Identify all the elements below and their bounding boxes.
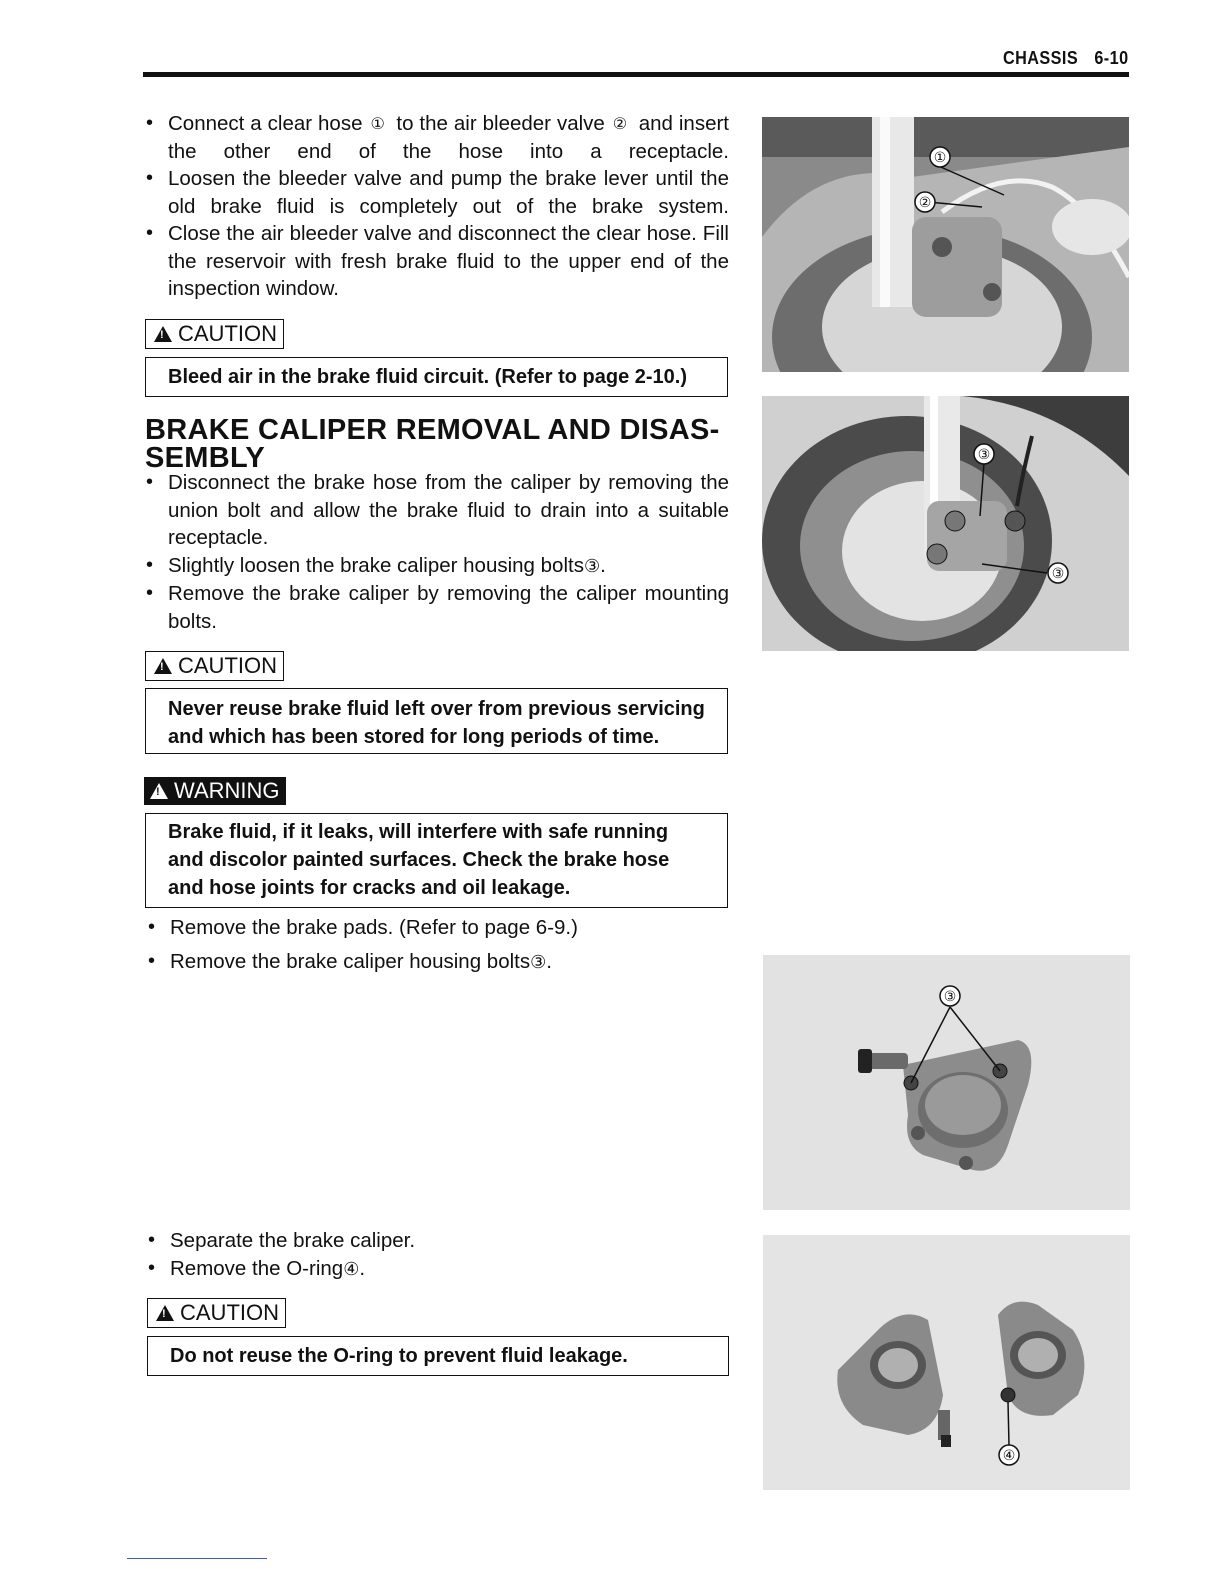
caution-box: Bleed air in the brake fluid circuit. (Refer to page 2-10.) xyxy=(145,357,728,397)
ref-marker: ③ xyxy=(530,951,547,972)
caution-label: !CAUTION xyxy=(145,319,284,349)
warning-label: !WARNING xyxy=(144,777,286,805)
caution-label: !CAUTION xyxy=(147,1298,286,1328)
disassembly-steps xyxy=(146,914,731,976)
svg-text:②: ② xyxy=(918,195,932,211)
section-heading: BRAKE CALIPER REMOVAL AND DISAS- SEMBLY xyxy=(145,414,720,474)
ref-marker: ② xyxy=(612,116,628,133)
svg-text:④: ④ xyxy=(1002,1448,1016,1464)
svg-text:③: ③ xyxy=(1051,566,1065,582)
svg-text:①: ① xyxy=(933,150,947,166)
bleeder-hose-photo xyxy=(762,117,1129,372)
wheel-caliper-photo xyxy=(762,396,1129,651)
caliper-bolts-photo xyxy=(763,955,1130,1210)
list-item: • Slightly loosen the brake caliper housing bolts③. xyxy=(144,552,729,581)
caution-box: Never reuse brake fluid left over from previous servicing and which has been stored for long periods of time. xyxy=(145,688,728,754)
section-name: CHASSIS xyxy=(1003,48,1079,68)
list-item: • Disconnect the brake hose from the caliper by removing the union bolt and allow the brake fluid to drain into a suitable receptacle. xyxy=(144,469,729,552)
list-item: • Connect a clear hose ① to the air bleeder valve ② and insert the other end of the hose into a receptacle. xyxy=(144,110,729,165)
list-item: • Remove the brake caliper housing bolts③. xyxy=(146,948,731,977)
warning-triangle-icon xyxy=(150,783,168,799)
list-item: • Separate the brake caliper. xyxy=(146,1227,731,1255)
list-item: • Remove the O-ring④. xyxy=(146,1255,731,1284)
ref-marker: ④ xyxy=(343,1258,360,1279)
svg-text:③: ③ xyxy=(943,989,957,1005)
caliper-halves-photo xyxy=(763,1235,1130,1490)
removal-steps xyxy=(144,469,729,635)
page-header xyxy=(1003,48,1129,69)
list-item: • Remove the brake pads. (Refer to page 6-9.) xyxy=(146,914,731,942)
list-item: • Close the air bleeder valve and disconnect the clear hose. Fill the reservoir with fresh brake fluid to the upper end of the inspection window. xyxy=(144,220,729,303)
separation-steps xyxy=(146,1227,731,1283)
warning-triangle-icon xyxy=(156,1305,174,1321)
header-rule xyxy=(143,72,1129,77)
list-item: • Remove the brake caliper by removing the caliper mounting bolts. xyxy=(144,580,729,635)
caution-box: Do not reuse the O-ring to prevent fluid leakage. xyxy=(147,1336,729,1376)
warning-triangle-icon xyxy=(154,326,172,342)
caution-label: !CAUTION xyxy=(145,651,284,681)
page-number: 6-10 xyxy=(1094,48,1129,68)
link-underline xyxy=(127,1558,267,1559)
warning-box: Brake fluid, if it leaks, will interfere with safe running and discolor painted surfaces. Check the brake hose and hose joints for cracks and oil leakage. xyxy=(145,813,728,908)
svg-text:③: ③ xyxy=(977,447,991,463)
ref-marker: ① xyxy=(370,116,385,133)
bleeding-steps xyxy=(144,110,729,303)
ref-marker: ③ xyxy=(583,555,601,576)
list-item: • Loosen the bleeder valve and pump the brake lever until the old brake fluid is completely out of the brake system. xyxy=(144,165,729,220)
warning-triangle-icon xyxy=(154,658,172,674)
